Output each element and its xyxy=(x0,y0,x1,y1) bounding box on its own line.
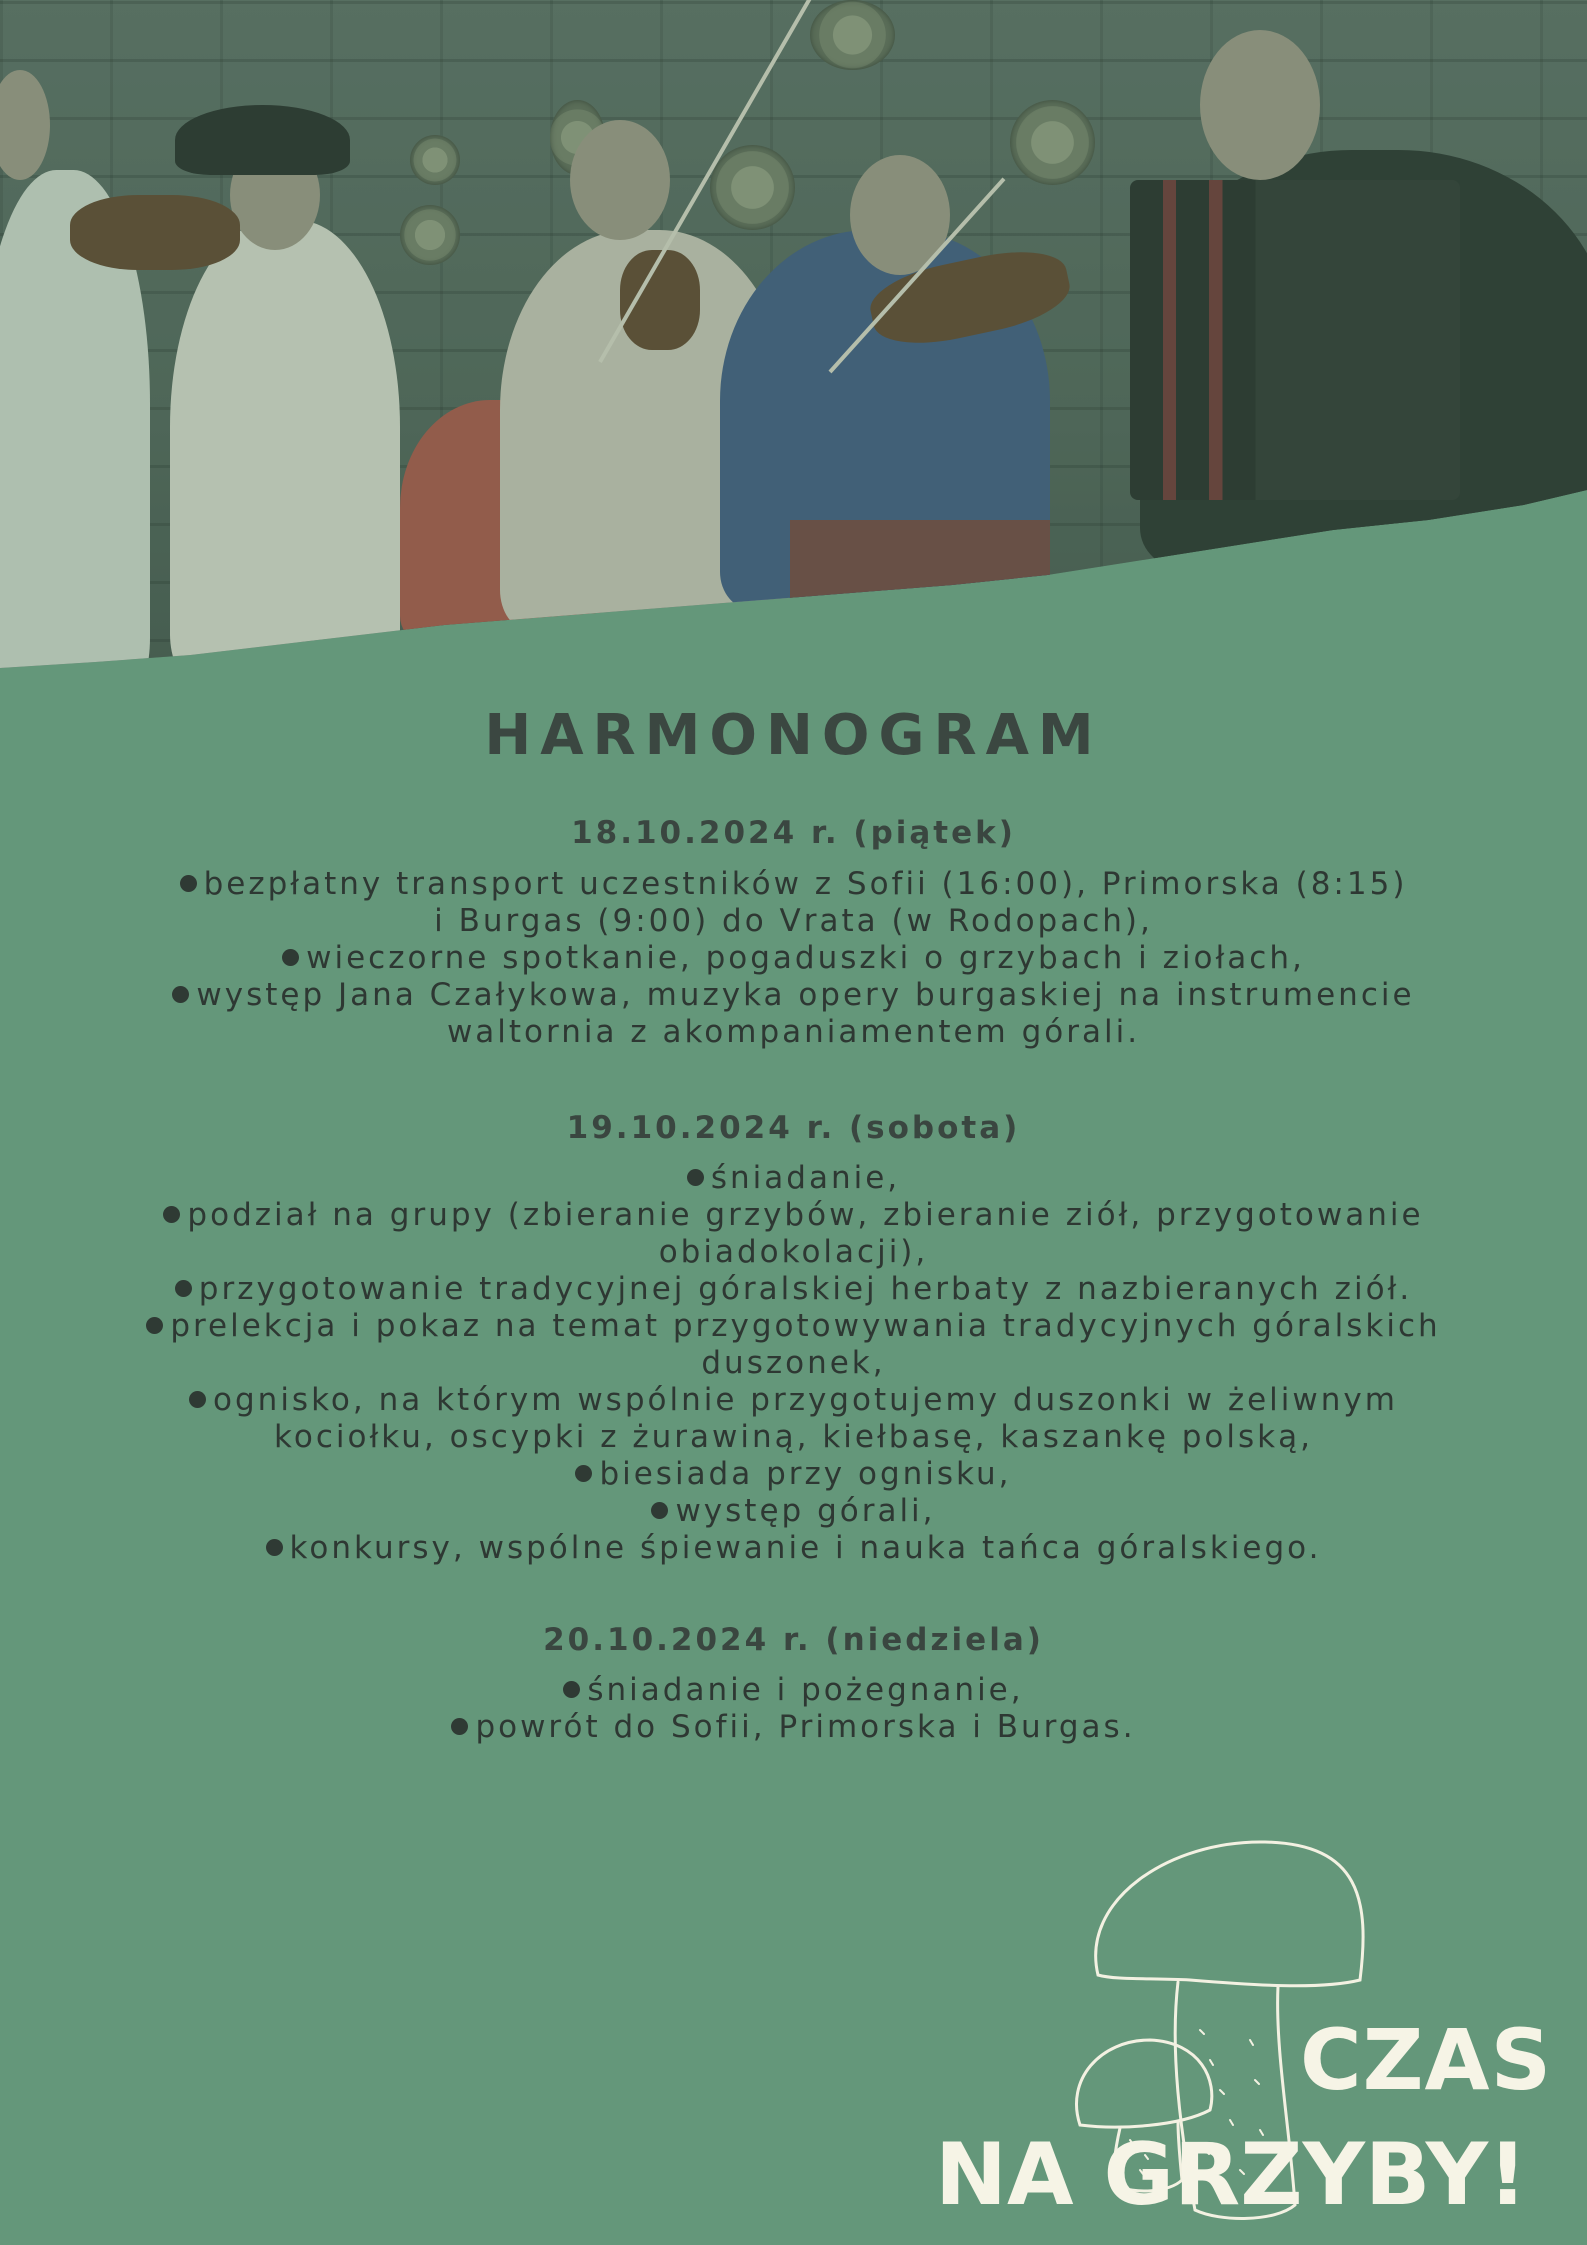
logo-line-czas: CZAS xyxy=(1300,2011,1553,2109)
list-item: waltornia z akompaniamentem górali. xyxy=(446,1014,1141,1050)
bullet-dot-icon xyxy=(163,1206,180,1223)
schedule-sunday xyxy=(60,1672,1527,1746)
list-item: bezpłatny transport uczestników z Sofii (16:00), Primorska (8:15) xyxy=(60,866,1527,903)
bullet-dot-icon xyxy=(189,1391,206,1408)
list-item: występ Jana Czałykowa, muzyka opery burgaskiej na instrumencie xyxy=(60,977,1527,1014)
day-heading-sunday: 20.10.2024 r. (niedziela) xyxy=(543,1622,1044,1658)
bullet-dot-icon xyxy=(266,1539,283,1556)
bullet-dot-icon xyxy=(451,1718,468,1735)
logo-line-na-grzyby: NA GRZYBY! xyxy=(935,2125,1528,2225)
list-item: duszonek, xyxy=(701,1345,886,1381)
list-item: wieczorne spotkanie, pogaduszki o grzybach i ziołach, xyxy=(60,940,1527,977)
page-title: HARMONOGRAM xyxy=(484,703,1103,768)
list-item: przygotowanie tradycyjnej góralskiej herbaty z nazbieranych ziół. xyxy=(60,1271,1527,1308)
bullet-dot-icon xyxy=(180,875,197,892)
list-item: podział na grupy (zbieranie grzybów, zbieranie ziół, przygotowanie xyxy=(60,1197,1527,1234)
bullet-dot-icon xyxy=(563,1681,580,1698)
photo-tint xyxy=(0,0,1587,700)
bullet-dot-icon xyxy=(175,1280,192,1297)
list-item: występ górali, xyxy=(60,1493,1527,1530)
list-item: konkursy, wspólne śpiewanie i nauka tańca góralskiego. xyxy=(60,1530,1527,1567)
event-logo xyxy=(935,1830,1587,2245)
bullet-dot-icon xyxy=(651,1502,668,1519)
bullet-dot-icon xyxy=(146,1317,163,1334)
list-item: powrót do Sofii, Primorska i Burgas. xyxy=(60,1709,1527,1746)
bullet-dot-icon xyxy=(687,1169,704,1186)
schedule-friday xyxy=(60,866,1527,1051)
bullet-dot-icon xyxy=(575,1465,592,1482)
schedule-saturday xyxy=(60,1160,1527,1567)
bullet-dot-icon xyxy=(172,986,189,1003)
list-item: obiadokolacji), xyxy=(658,1234,929,1270)
list-item: biesiada przy ognisku, xyxy=(60,1456,1527,1493)
list-item: kociołku, oscypki z żurawiną, kiełbasę, kaszankę polską, xyxy=(274,1419,1313,1455)
day-heading-friday: 18.10.2024 r. (piątek) xyxy=(571,815,1016,851)
header-photo-musicians xyxy=(0,0,1587,700)
bullet-dot-icon xyxy=(282,949,299,966)
list-item: prelekcja i pokaz na temat przygotowywania tradycyjnych góralskich xyxy=(60,1308,1527,1345)
list-item: śniadanie, xyxy=(60,1160,1527,1197)
list-item: ognisko, na którym wspólnie przygotujemy duszonki w żeliwnym xyxy=(60,1382,1527,1419)
list-item: śniadanie i pożegnanie, xyxy=(60,1672,1527,1709)
list-item: i Burgas (9:00) do Vrata (w Rodopach), xyxy=(434,903,1153,939)
day-heading-saturday: 19.10.2024 r. (sobota) xyxy=(566,1110,1021,1146)
